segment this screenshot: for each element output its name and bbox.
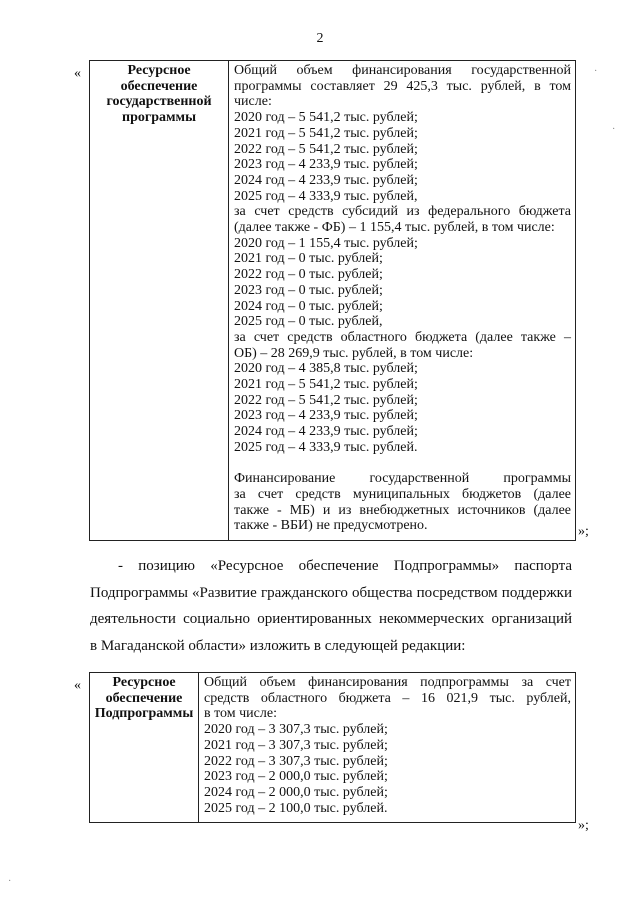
table1-label-line: программы [122,110,196,126]
table1-line: 2025 год – 4 333,9 тыс. рублей, [234,188,418,204]
table1-line: 2021 год – 0 тыс. рублей; [234,251,383,267]
table2-line: Общий объем финансирования подпрограммы за счет [204,675,571,690]
table1-line: 2024 год – 4 233,9 тыс. рублей; [234,424,418,440]
table1-label-cell [90,61,229,541]
table1-content-cell [229,61,576,541]
table1-line: 2023 год – 4 233,9 тыс. рублей; [234,157,418,173]
table1-line: за счет средств субсидий из федерального бюджета [234,204,571,220]
table1-line: программы составляет 29 425,3 тыс. рублей, в том [234,78,571,94]
table1-note-line: также - МБ) и из внебюджетных источников (далее [234,502,571,518]
paragraph-line: деятельности социально ориентированных некоммерческих организаций [90,611,572,627]
table1-line: 2020 год – 4 385,8 тыс. рублей; [234,361,418,377]
table1-line: (далее также - ФБ) – 1 155,4 тыс. рублей, в том числе: [234,220,555,236]
table2-content-cell [199,673,576,823]
table1-line: 2023 год – 4 233,9 тыс. рублей; [234,408,418,424]
table1-line: 2025 год – 0 тыс. рублей, [234,314,383,330]
close-quote-2: »; [578,818,589,833]
margin-mark: · [8,876,12,887]
table2-line: 2025 год – 2 100,0 тыс. рублей. [204,800,388,816]
resource-table-state-program [89,60,576,541]
table1-line: Общий объем финансирования государственной [234,63,571,78]
table1-label-line: обеспечение [120,78,198,94]
table1-label-line: государственной [106,94,212,110]
table1-line: числе: [234,94,272,110]
open-quote-2: « [74,678,81,693]
table2-line: 2021 год – 3 307,3 тыс. рублей; [204,737,388,753]
table1-line: 2022 год – 5 541,2 тыс. рублей; [234,392,418,408]
table2-line: средств областного бюджета – 16 021,9 тыс. рублей, [204,690,571,706]
table1-label-line: Ресурсное [127,63,191,78]
table2-line: в том числе: [204,706,277,722]
paragraph-line: - позицию «Ресурсное обеспечение Подпрограммы» паспорта [118,558,572,574]
table2-line: 2022 год – 3 307,3 тыс. рублей; [204,753,388,769]
close-quote-1: »; [578,524,589,539]
table1-note-line: также - ВБИ) не предусмотрено. [234,518,428,534]
table1-note-line: Финансирование государственной программы [234,471,571,487]
table1-line: 2024 год – 0 тыс. рублей; [234,298,383,314]
table1-line: 2022 год – 0 тыс. рублей; [234,267,383,283]
table2-label-line: обеспечение [105,690,183,706]
table2-label-line: Подпрограммы [94,706,194,722]
table1-line: 2023 год – 0 тыс. рублей; [234,282,383,298]
table1-line: 2024 год – 4 233,9 тыс. рублей; [234,172,418,188]
table1-line: 2025 год – 4 333,9 тыс. рублей. [234,439,418,455]
page-number: 2 [316,31,324,46]
table2-line: 2020 год – 3 307,3 тыс. рублей; [204,722,388,738]
table1-note-line: за счет средств муниципальных бюджетов (далее [234,486,571,502]
margin-mark: · [612,124,616,135]
paragraph-line: в Магаданской области» изложить в следующей редакции: [90,637,466,654]
table2-label-line: Ресурсное [112,675,176,690]
table2-line: 2024 год – 2 000,0 тыс. рублей; [204,784,388,800]
open-quote-1: « [74,66,81,81]
table1-line: 2022 год – 5 541,2 тыс. рублей; [234,141,418,157]
table2-line: 2023 год – 2 000,0 тыс. рублей; [204,769,388,785]
resource-table-subprogram [89,672,576,823]
table1-spacer [234,456,571,472]
table1-line: за счет средств областного бюджета (далее также – [234,329,571,345]
table1-line: 2021 год – 5 541,2 тыс. рублей; [234,125,418,141]
table1-line: 2020 год – 5 541,2 тыс. рублей; [234,110,418,126]
margin-mark: · [594,66,598,77]
table1-line: 2021 год – 5 541,2 тыс. рублей; [234,377,418,393]
amendment-paragraph [90,553,572,659]
table1-line: 2020 год – 1 155,4 тыс. рублей; [234,235,418,251]
table1-line: ОБ) – 28 269,9 тыс. рублей, в том числе: [234,345,474,361]
paragraph-line: Подпрограммы «Развитие гражданского общества посредством поддержки [90,584,572,601]
table2-label-cell [90,673,199,823]
